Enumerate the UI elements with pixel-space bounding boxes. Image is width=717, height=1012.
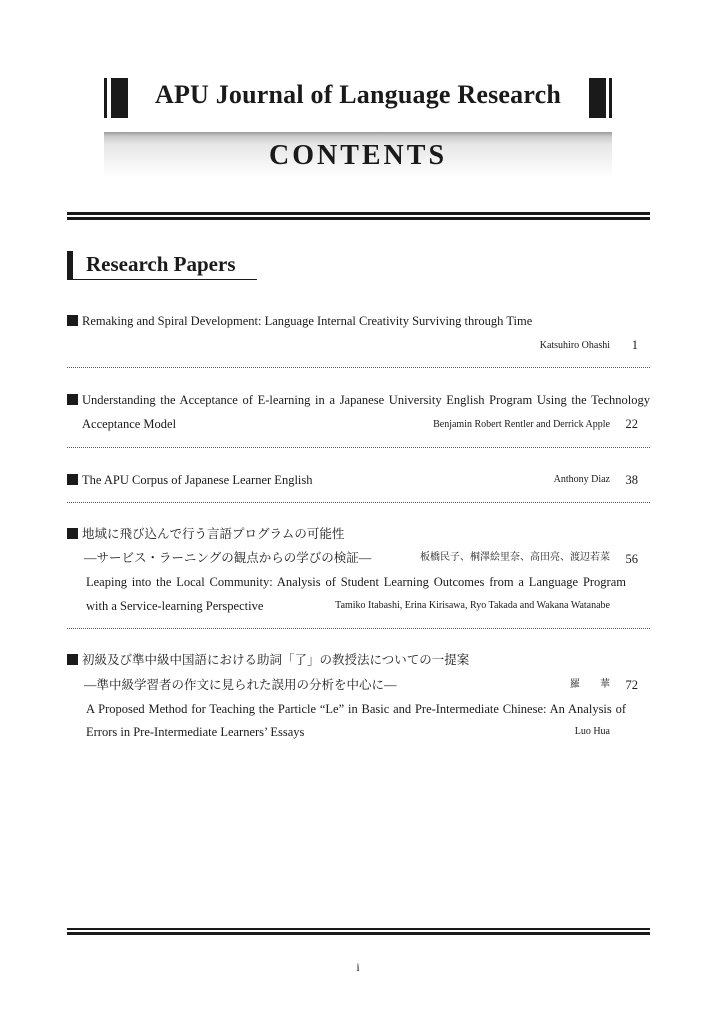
top-rule-1 (67, 212, 650, 215)
toc-entry-title-continued: Acceptance Model (82, 417, 177, 431)
dotted-separator (67, 367, 650, 368)
toc-entry-title[interactable]: Understanding the Acceptance of E-learning in a Japanese University English Program Using the Technology (67, 394, 650, 407)
journal-title: APU Journal of Language Research (154, 80, 562, 109)
toc-entry-authors: Luo Hua (574, 726, 610, 737)
toc-entry-authors: Benjamin Robert Rentler and Derrick Apple (433, 419, 610, 430)
top-rule-2 (67, 217, 650, 220)
toc-entry-authors: Tamiko Itabashi, Erina Kirisawa, Ryo Takada and Wakana Watanabe (335, 600, 610, 611)
toc-entry-page: 1 (631, 338, 638, 352)
toc-entry-english-title-continued: Errors in Pre-Intermediate Learners’ Essays (86, 725, 305, 739)
toc-entry-authors: Anthony Diaz (553, 474, 610, 485)
square-bullet-icon (67, 315, 78, 326)
toc-entry-english-title: Leaping into the Local Community: Analysis of Student Learning Outcomes from a Language Program (86, 575, 626, 589)
dotted-separator (67, 628, 650, 629)
section-title: Research Papers (86, 252, 236, 276)
header-left-bar-thin (104, 78, 107, 118)
bottom-rule-2 (67, 932, 650, 935)
square-bullet-icon (67, 394, 78, 405)
toc-entry-authors-ja: 羅 華 (570, 679, 610, 690)
contents-title: CONTENTS (268, 140, 448, 171)
header-right-bar-thin (609, 78, 612, 118)
toc-entry-subtitle: ―準中級学習者の作文に見られた誤用の分析を中心に― (84, 678, 397, 692)
toc-entry-title[interactable]: 地域に飛び込んで行う言語プログラムの可能性 (67, 528, 344, 541)
toc-entry-title[interactable]: 初級及び準中級中国語における助詞「了」の教授法についての一提案 (67, 654, 469, 667)
header-left-bar-thick (111, 78, 128, 118)
dotted-separator (67, 502, 650, 503)
toc-entry-page: 22 (625, 417, 638, 431)
toc-entry-title[interactable]: Remaking and Spiral Development: Language Internal Creativity Surviving through Time (67, 315, 532, 328)
footer-page-number: i (356, 960, 360, 974)
square-bullet-icon (67, 528, 78, 539)
toc-entry-authors: Katsuhiro Ohashi (539, 340, 610, 351)
section-marker-bar (67, 251, 73, 279)
square-bullet-icon (67, 654, 78, 665)
toc-entry-page: 72 (625, 678, 638, 692)
dotted-separator (67, 447, 650, 448)
toc-entry-page: 56 (625, 552, 638, 566)
header-right-bar-thick (589, 78, 606, 118)
section-underline (67, 279, 257, 280)
toc-entry-title[interactable]: The APU Corpus of Japanese Learner English (67, 474, 313, 487)
toc-entry-english-title: A Proposed Method for Teaching the Particle “Le” in Basic and Pre-Intermediate Chinese: An Analysis of (86, 702, 626, 716)
bottom-rule-1 (67, 928, 650, 930)
square-bullet-icon (67, 474, 78, 485)
toc-entry-english-title-continued: with a Service-learning Perspective (86, 599, 264, 613)
toc-entry-subtitle: ―サービス・ラーニングの観点からの学びの検証― (84, 551, 372, 565)
toc-entry-authors-ja: 板橋民子、桐澤絵里奈、高田亮、渡辺若菜 (420, 552, 610, 563)
toc-entry-page: 38 (625, 473, 638, 487)
